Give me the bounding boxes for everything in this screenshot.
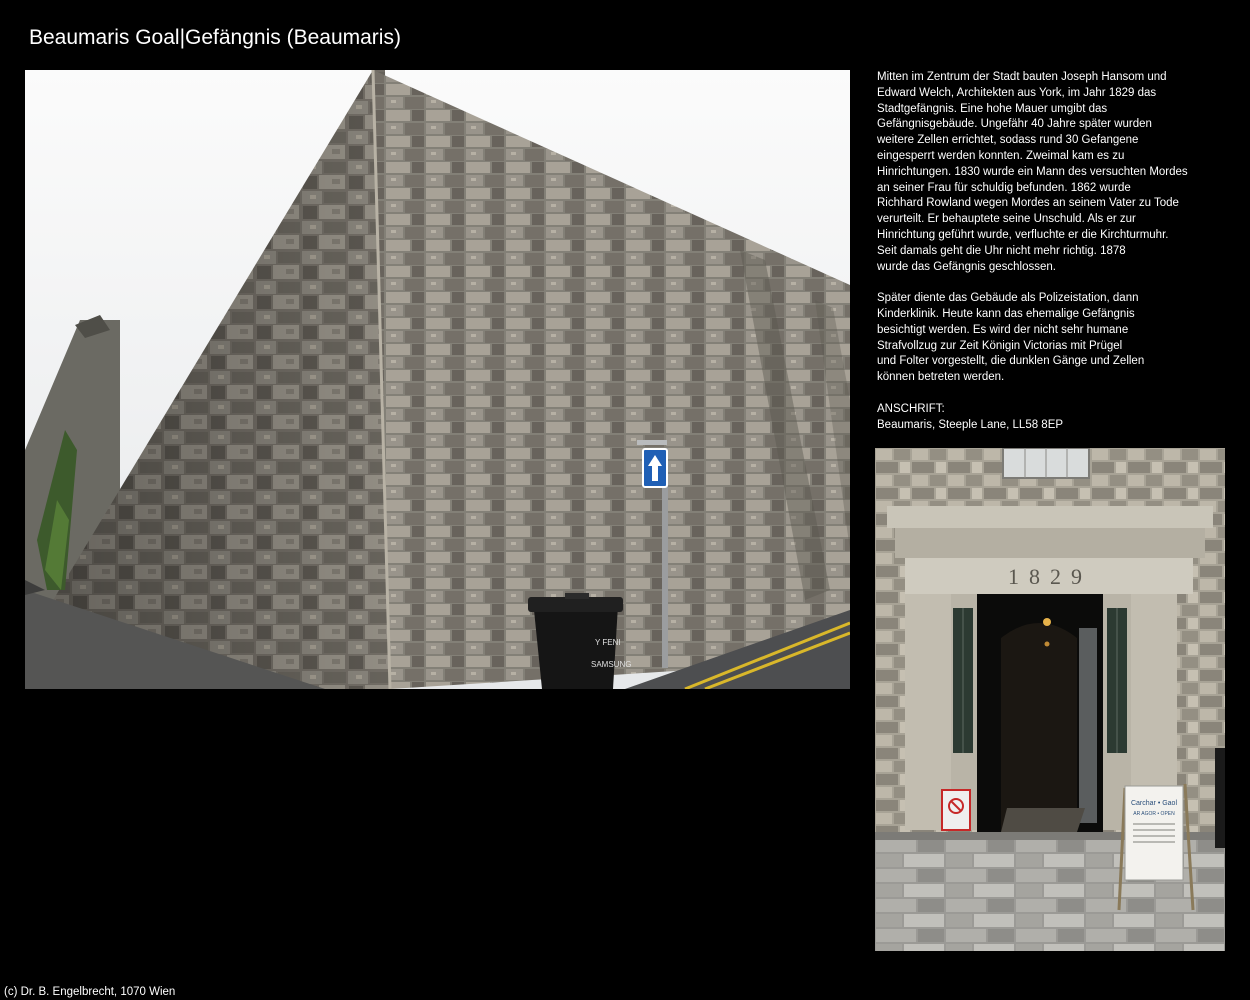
svg-text:Carchar • Gaol: Carchar • Gaol [1130, 800, 1178, 807]
address-label: ANSCHRIFT: [877, 402, 945, 415]
svg-text:AR AGOR • OPEN: AR AGOR • OPEN [1133, 811, 1175, 817]
svg-text:1829: 1829 [1008, 564, 1092, 589]
address-block [877, 402, 1217, 434]
description-today: Später diente das Gebäude als Polizeistation, dann Kinderklinik. Heute kann das ehemalige Gefängnis besichtigt werden. Es wird der nicht sehr humane Strafvollzug zur Zeit Königin Victorias mit Prügel und Folter vorgestellt, die dunklen Gänge und Zellen können betreten werden. [877, 292, 1145, 384]
svg-text:SAMSUNG: SAMSUNG [591, 660, 632, 669]
page-title: Beaumaris Goal|Gefängnis (Beaumaris) [29, 26, 401, 49]
stone-wall-photo [25, 70, 850, 689]
copyright-footer: (c) Dr. B. Engelbrecht, 1070 Wien [4, 986, 176, 998]
description-history: Mitten im Zentrum der Stadt bauten Joseph Hansom und Edward Welch, Architekten aus York, im Jahr 1829 das Stadtgefängnis. Eine hohe Mauer umgibt das Gefängnisgebäude. Ungefähr 40 Jahre später wurden weitere Zellen errichtet, sodass rund 30 Gefangene eingesperrt werden konnten. Zweimal kam es zu Hinrichtungen. 1830 wurde ein Mann des versuchten Mordes an seiner Frau für schuldig befunden. 1862 wurde Richhard Rowland wegen Mordes an seinem Vater zu Tode verurteilt. Er behauptete seine Unschuld. Als er zur Hinrichtung geführt wurde, verfluchte er die Kirchturmuhr. Seit damals geht die Uhr nicht mehr richtig. 1878 wurde das Gefängnis geschlossen. [877, 71, 1188, 273]
description-text [877, 70, 1217, 433]
photo-gaol-entrance[interactable] [875, 448, 1225, 951]
svg-text:Y FENI: Y FENI [595, 638, 621, 647]
one-way-arrow-icon [643, 449, 667, 487]
address-text: Beaumaris, Steeple Lane, LL58 8EP [877, 418, 1064, 431]
photo-prison-wall[interactable] [25, 70, 850, 689]
gaol-entrance-photo [875, 448, 1225, 951]
